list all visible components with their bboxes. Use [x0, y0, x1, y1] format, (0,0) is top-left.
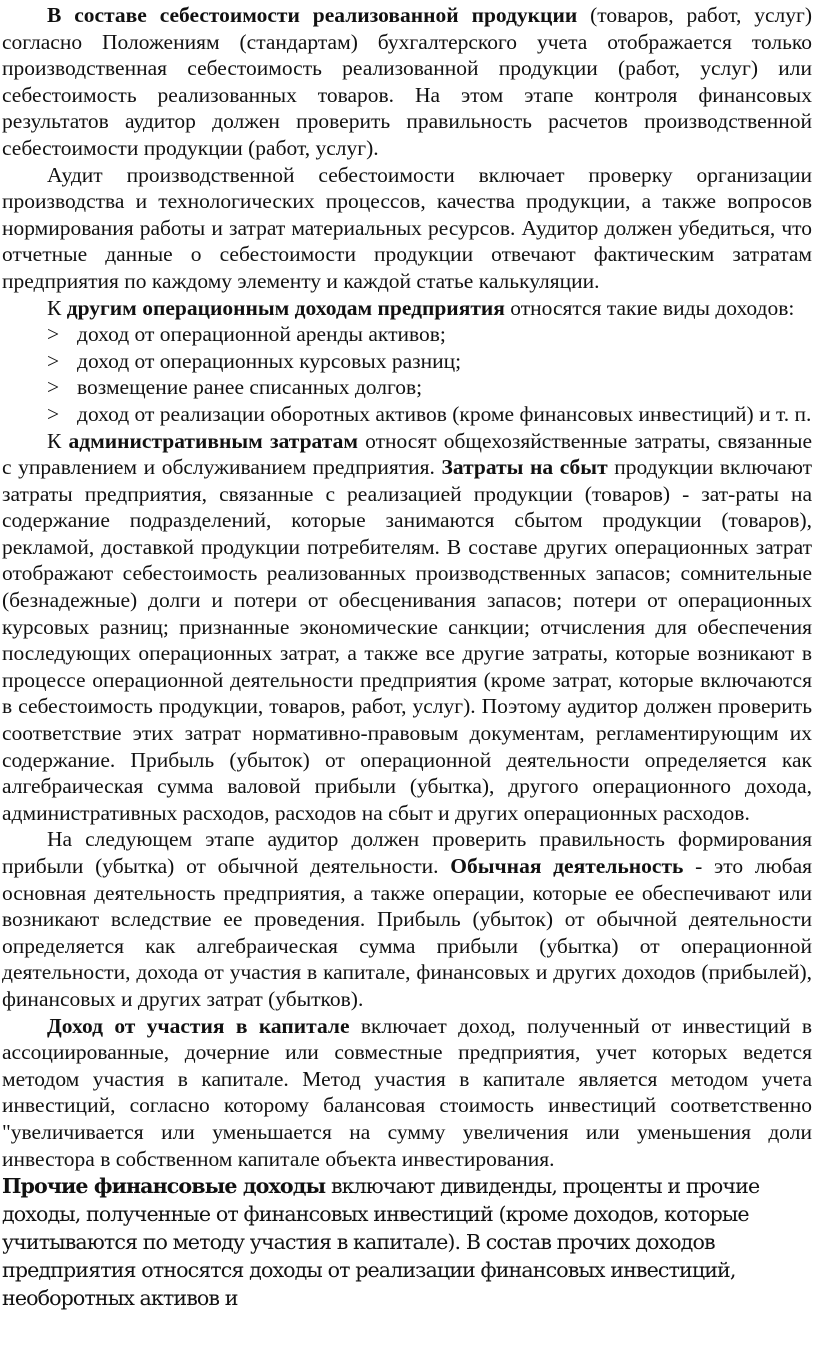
list-item	[2, 374, 812, 401]
paragraph-text: продукции включают затраты предприятия, связанные с реализацией продукции (товаров) - зат-раты на содержание подразделений, которые занимаются сбытом продукции (товаров), рекламой, доставкой продукции потребителям. В составе других операционных затрат отображают себестоимость реализованных производственных запасов; сомнительные (безнадежные) долги и потери от обесценивания запасов; потери от операционных курсовых разниц; признанные экономические санкции; отчисления для обеспечения последующих операционных затрат, а также все другие затраты, которые возникают в процессе операционной деятельности предприятия (кроме затрат, которые включаются в себестоимость продукции, товаров, работ, услуг). Поэтому аудитор должен проверить соответствие этих затрат нормативно-правовым документам, регламентирующим их содержание. Прибыль (убыток) от операционной деятельности определяется как алгебраическая сумма валовой прибыли (убытка), другого операционного дохода, административных расходов, расходов на сбыт и других операционных расходов.	[2, 455, 812, 825]
bold-term: доходы	[236, 1174, 326, 1199]
paragraph-text: включают дивиденды, проценты и прочие доходы, полученные от финансовых инвестиций (кроме доходов, которые учитываются по методу участия в капитале). В состав прочих доходов предприятия относятся доходы от реализации финансовых инвестиций, необоротных активов и	[2, 1174, 760, 1311]
bold-term: административным затратам	[68, 428, 358, 453]
bullet-marker: >	[47, 401, 60, 426]
bold-term: Доход от участия в капитале	[47, 1013, 350, 1038]
bold-term: В составе себестоимости реализованной продукции	[47, 3, 578, 27]
list-item-text: доход от реализации оборотных активов (кроме финансовых инвестиций) и т. п.	[77, 401, 812, 426]
paragraph-text: относятся такие виды доходов:	[504, 295, 795, 320]
paragraph-ordinary-activity	[2, 826, 812, 1012]
list-item-text: доход от операционных курсовых разниц;	[77, 348, 462, 373]
paragraph-text: (товаров, работ, услуг) согласно Положениям (стандартам) бухгалтерского учета отображается только производственная себестоимость реализованной продукции (работ, услуг) или себестоимость реализованных товаров. На этом этапе контроля финансовых результатов аудитор должен проверить правильность расчетов производственной себестоимости продукции (работ, услуг).	[2, 3, 812, 160]
paragraph-equity-income	[2, 1013, 812, 1173]
paragraph-text: включает доход, полученный от инвестиций в ассоциированные, дочерние или совместные предприятия, учет которых ведется методом участия в капитале. Метод участия в капитале является методом учета инвестиций, согласно которому балансовая стоимость инвестиций соответственно "увеличивается или уменьшается на сумму увеличения или уменьшения доли инвестора в собственном капитале объекта инвестирования.	[2, 1013, 812, 1171]
paragraph-text: К	[47, 295, 67, 320]
bold-term: Обычная деятельность	[450, 854, 684, 878]
paragraph-production-cost-audit	[2, 162, 812, 295]
bold-term: Прочие финансовые	[2, 1174, 237, 1199]
paragraph-text: Аудит производственной себестоимости включает проверку организации производства и технологических процессов, качества продукции, а также вопросов нормирования работы и затрат материальных ресурсов. Аудитор должен убедиться, что отчетные данные о себестоимости продукции отвечают фактическим затратам предприятия по каждому элементу и каждой статье калькуляции.	[2, 162, 812, 293]
paragraph-other-operating-income	[2, 295, 812, 322]
paragraph-text: К	[47, 428, 69, 453]
paragraph-administrative-costs	[2, 428, 812, 827]
paragraph-text: На следующем этапе аудитор должен проверить правильность формирования прибыли (убытка) от обычной деятельности.	[2, 827, 812, 878]
paragraph-cost-of-sales	[2, 2, 812, 162]
list-item-text: доход от операционной аренды активов;	[77, 322, 446, 347]
paragraph-text: - это любая основная деятельность предприятия, а также операции, которые ее обеспечивают или возникают вследствие ее проведения. Прибыль (убыток) от обычной деятельности определяется как алгебраическая сумма прибыли (убытка) от операционной деятельности, дохода от участия в капитале, финансовых и других доходов (прибылей), финансовых и других затрат (убытков).	[2, 854, 812, 1011]
bullet-marker: >	[47, 375, 60, 400]
list-item	[2, 348, 812, 375]
bold-term: Затраты на сбыт	[441, 455, 608, 480]
bold-term: другим операционным доходам предприятия	[66, 295, 505, 320]
list-item-text: возмещение ранее списанных долгов;	[77, 375, 423, 400]
paragraph-text: относят общехозяйственные затраты, связанные с управлением и обслуживанием предприятия.	[2, 428, 813, 480]
bullet-marker: >	[47, 322, 60, 347]
paragraph-other-financial-income	[2, 1172, 812, 1312]
list-item	[2, 321, 812, 348]
list-item	[2, 401, 812, 428]
bullet-marker: >	[47, 348, 60, 373]
